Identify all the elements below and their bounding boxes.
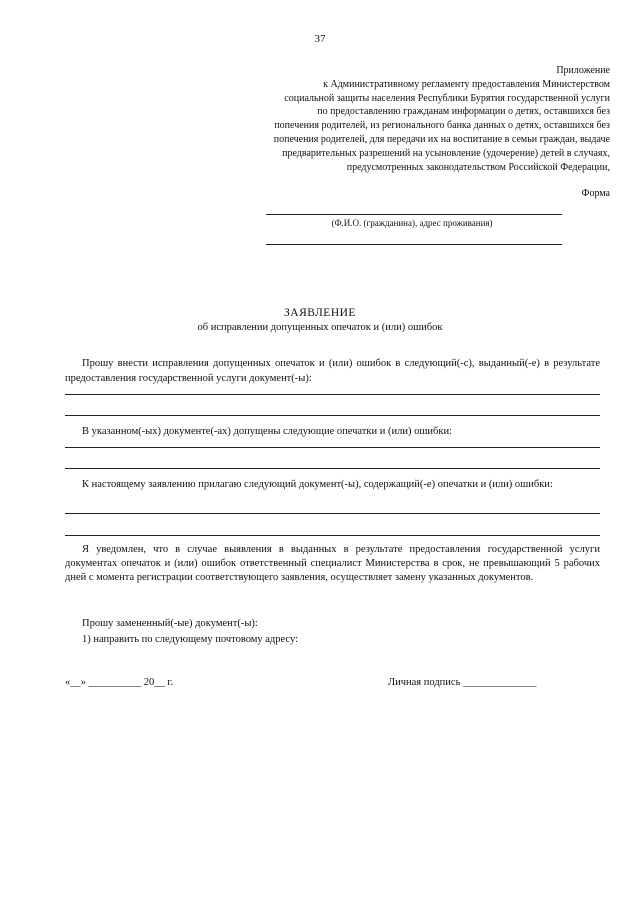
paragraph-attachments: К настоящему заявлению прилагаю следующий документ(-ы), содержащий(-е) опечатки и (или) ошибки: [82, 479, 553, 490]
appendix-line: предварительных разрешений на усыновление (удочерение) детей в случаях, [282, 147, 610, 159]
fill-line[interactable] [65, 513, 600, 514]
appendix-line: к Административному регламенту предоставления Министерством [323, 78, 610, 90]
appendix-line: попечения родителей, из регионального банка данных о детях, оставшихся без [274, 120, 610, 132]
paragraph-correction-request: Прошу внести исправления допущенных опечаток и (или) ошибок в следующий(-с), выданный(-е) в результате предоставления государственной услуги документ(-ы): [65, 358, 600, 384]
paragraph-errors-found: В указанном(-ых) документе(-ах) допущены следующие опечатки и (или) ошибки: [82, 426, 452, 437]
document-title: ЗАЯВЛЕНИЕ [284, 307, 356, 319]
appendix-line: попечения родителей, для передачи их на воспитание в семьи граждан, выдаче [273, 133, 610, 145]
option-postal-address: 1) направить по следующему почтовому адресу: [82, 634, 298, 645]
paragraph-notification: Я уведомлен, что в случае выявления в выданных в результате предоставления государственной услуги документах опечаток и (или) ошибок ответственный специалист Министерства в срок, не превышающий 5 рабочих дней с момента регистрации соответствующего заявления, осуществляет замену указанных документов. [65, 544, 600, 583]
applicant-caption: (Ф.И.О. (гражданина), адрес проживания) [331, 218, 493, 228]
fill-line[interactable] [65, 447, 600, 448]
document-subtitle: об исправлении допущенных опечаток и (или) ошибок [197, 322, 443, 333]
signature-field[interactable]: Личная подпись ______________ [388, 677, 537, 688]
appendix-line: по предоставлению гражданам информации о детях, оставшихся без [317, 106, 610, 118]
page-number: 37 [314, 33, 326, 45]
appendix-header [230, 64, 610, 174]
fill-line[interactable] [65, 394, 600, 395]
fill-line[interactable] [65, 535, 600, 536]
date-field[interactable]: «__» __________ 20__ г. [65, 677, 174, 688]
form-label: Форма [581, 188, 610, 199]
replacement-request: Прошу замененный(-ые) документ(-ы): [82, 618, 258, 629]
appendix-line: социальной защиты населения Республики Бурятия государственной услуги [284, 92, 610, 104]
applicant-name-line[interactable] [266, 214, 562, 215]
appendix-line: предусмотренных законодательством Российской Федерации, [346, 161, 610, 173]
applicant-address-line[interactable] [266, 244, 562, 245]
fill-line[interactable] [65, 468, 600, 469]
fill-line[interactable] [65, 415, 600, 416]
appendix-line: Приложение [556, 65, 610, 76]
